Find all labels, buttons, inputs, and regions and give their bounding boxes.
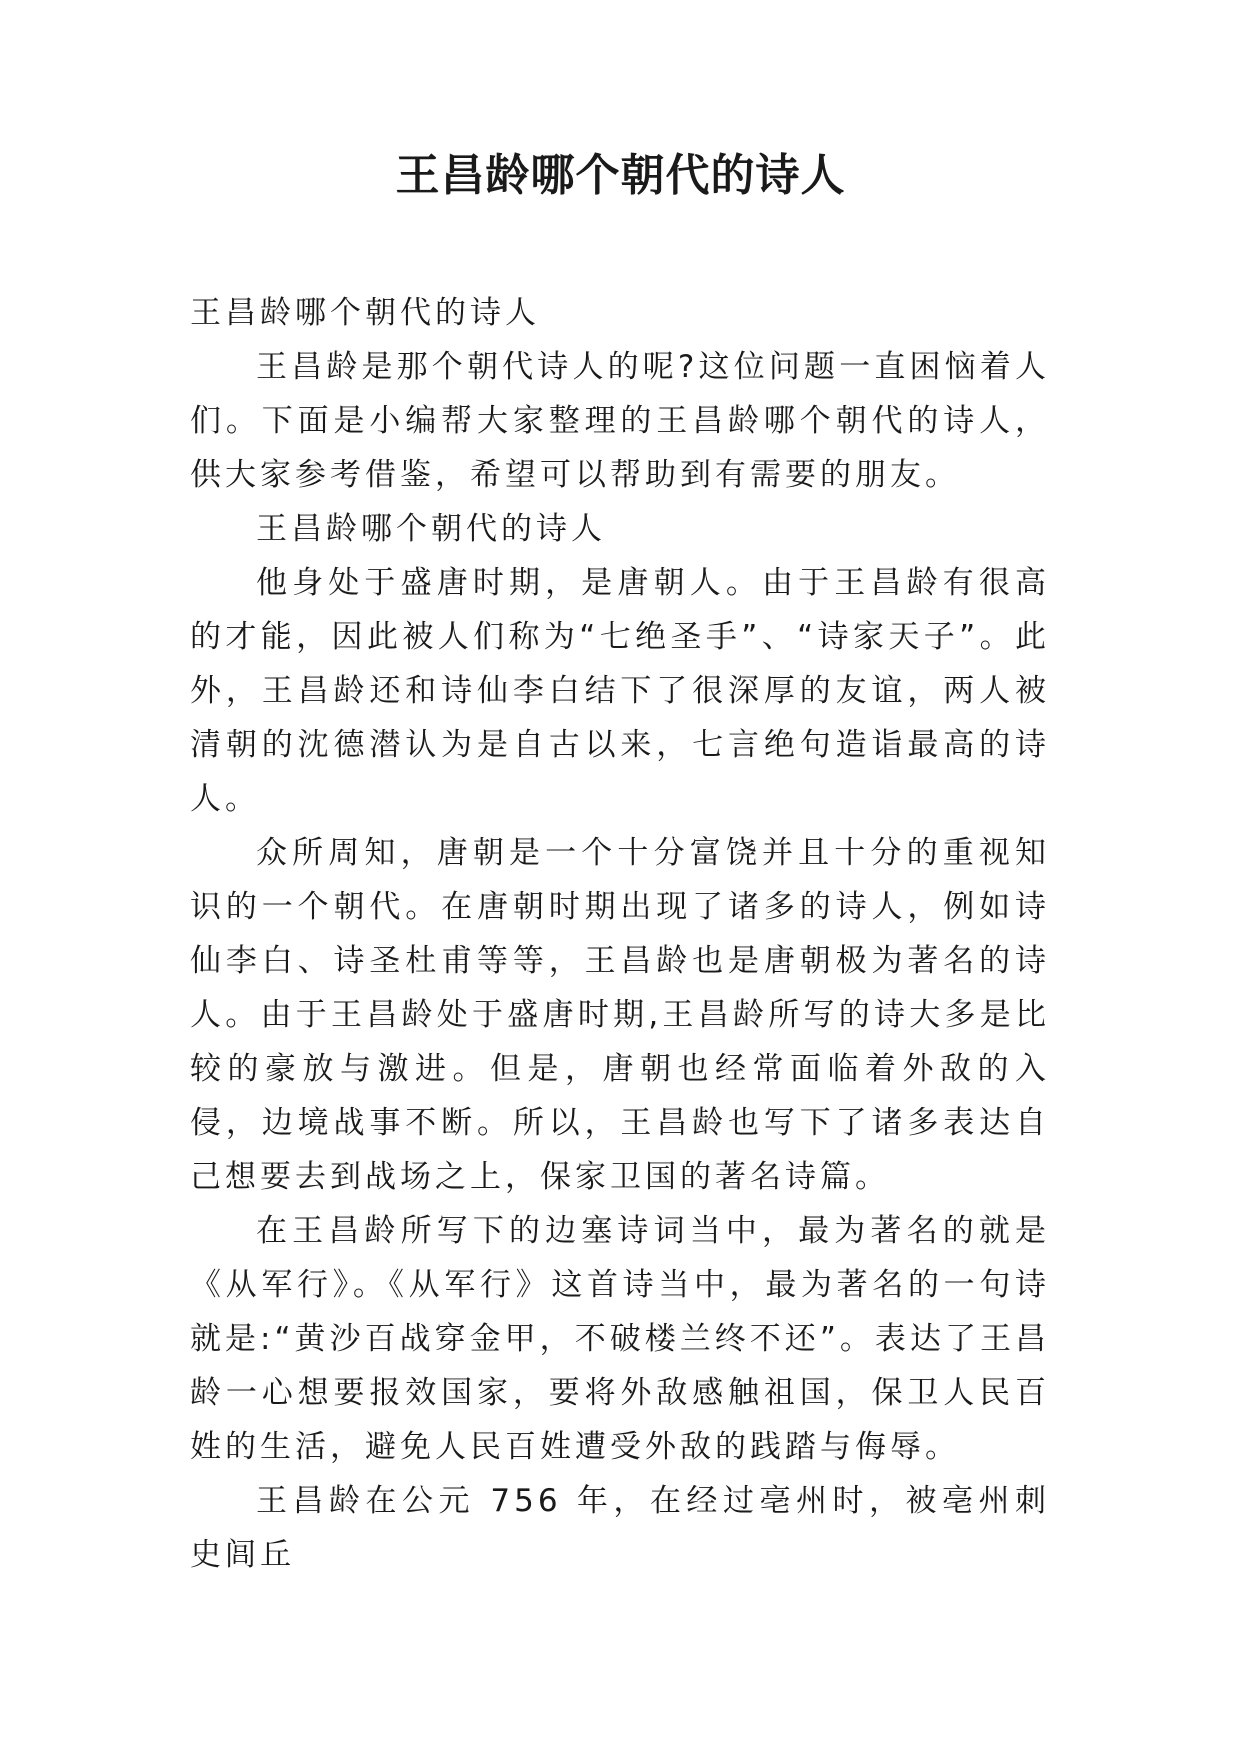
document-title: 王昌龄哪个朝代的诗人 <box>395 150 846 201</box>
paragraph-subheading: 王昌龄哪个朝代的诗人 <box>256 511 606 547</box>
paragraph-intro: 王昌龄是那个朝代诗人的呢?这位问题一直困恼着人们。下面是小编帮大家整理的王昌龄哪个朝代的诗人，供大家参考借鉴，希望可以帮助到有需要的朋友。 <box>190 349 1050 493</box>
document-body <box>190 286 1050 1582</box>
paragraph-frontier-poems: 在王昌龄所写下的边塞诗词当中，最为著名的就是《从军行》。《从军行》这首诗当中，最为著名的一句诗就是:“黄沙百战穿金甲，不破楼兰终不还”。表达了王昌龄一心想要报效国家，要将外敌感触祖国，保卫人民百姓的生活，避免人民百姓遭受外敌的践踏与侮辱。 <box>190 1213 1050 1465</box>
paragraph-tang-era: 他身处于盛唐时期，是唐朝人。由于王昌龄有很高的才能，因此被人们称为“七绝圣手”、“诗家天子”。此外，王昌龄还和诗仙李白结下了很深厚的友谊，两人被清朝的沈德潜认为是自古以来，七言绝句造诣最高的诗人。 <box>190 565 1050 817</box>
paragraph-tang-dynasty: 众所周知，唐朝是一个十分富饶并且十分的重视知识的一个朝代。在唐朝时期出现了诸多的诗人，例如诗仙李白、诗圣杜甫等等，王昌龄也是唐朝极为著名的诗人。由于王昌龄处于盛唐时期,王昌龄所写的诗大多是比较的豪放与激进。但是，唐朝也经常面临着外敌的入侵，边境战事不断。所以，王昌龄也写下了诸多表达自己想要去到战场之上，保家卫国的著名诗篇。 <box>190 835 1050 1195</box>
paragraph-heading: 王昌龄哪个朝代的诗人 <box>190 295 540 331</box>
paragraph-756: 王昌龄在公元 756 年，在经过亳州时，被亳州刺史闾丘 <box>190 1483 1050 1573</box>
